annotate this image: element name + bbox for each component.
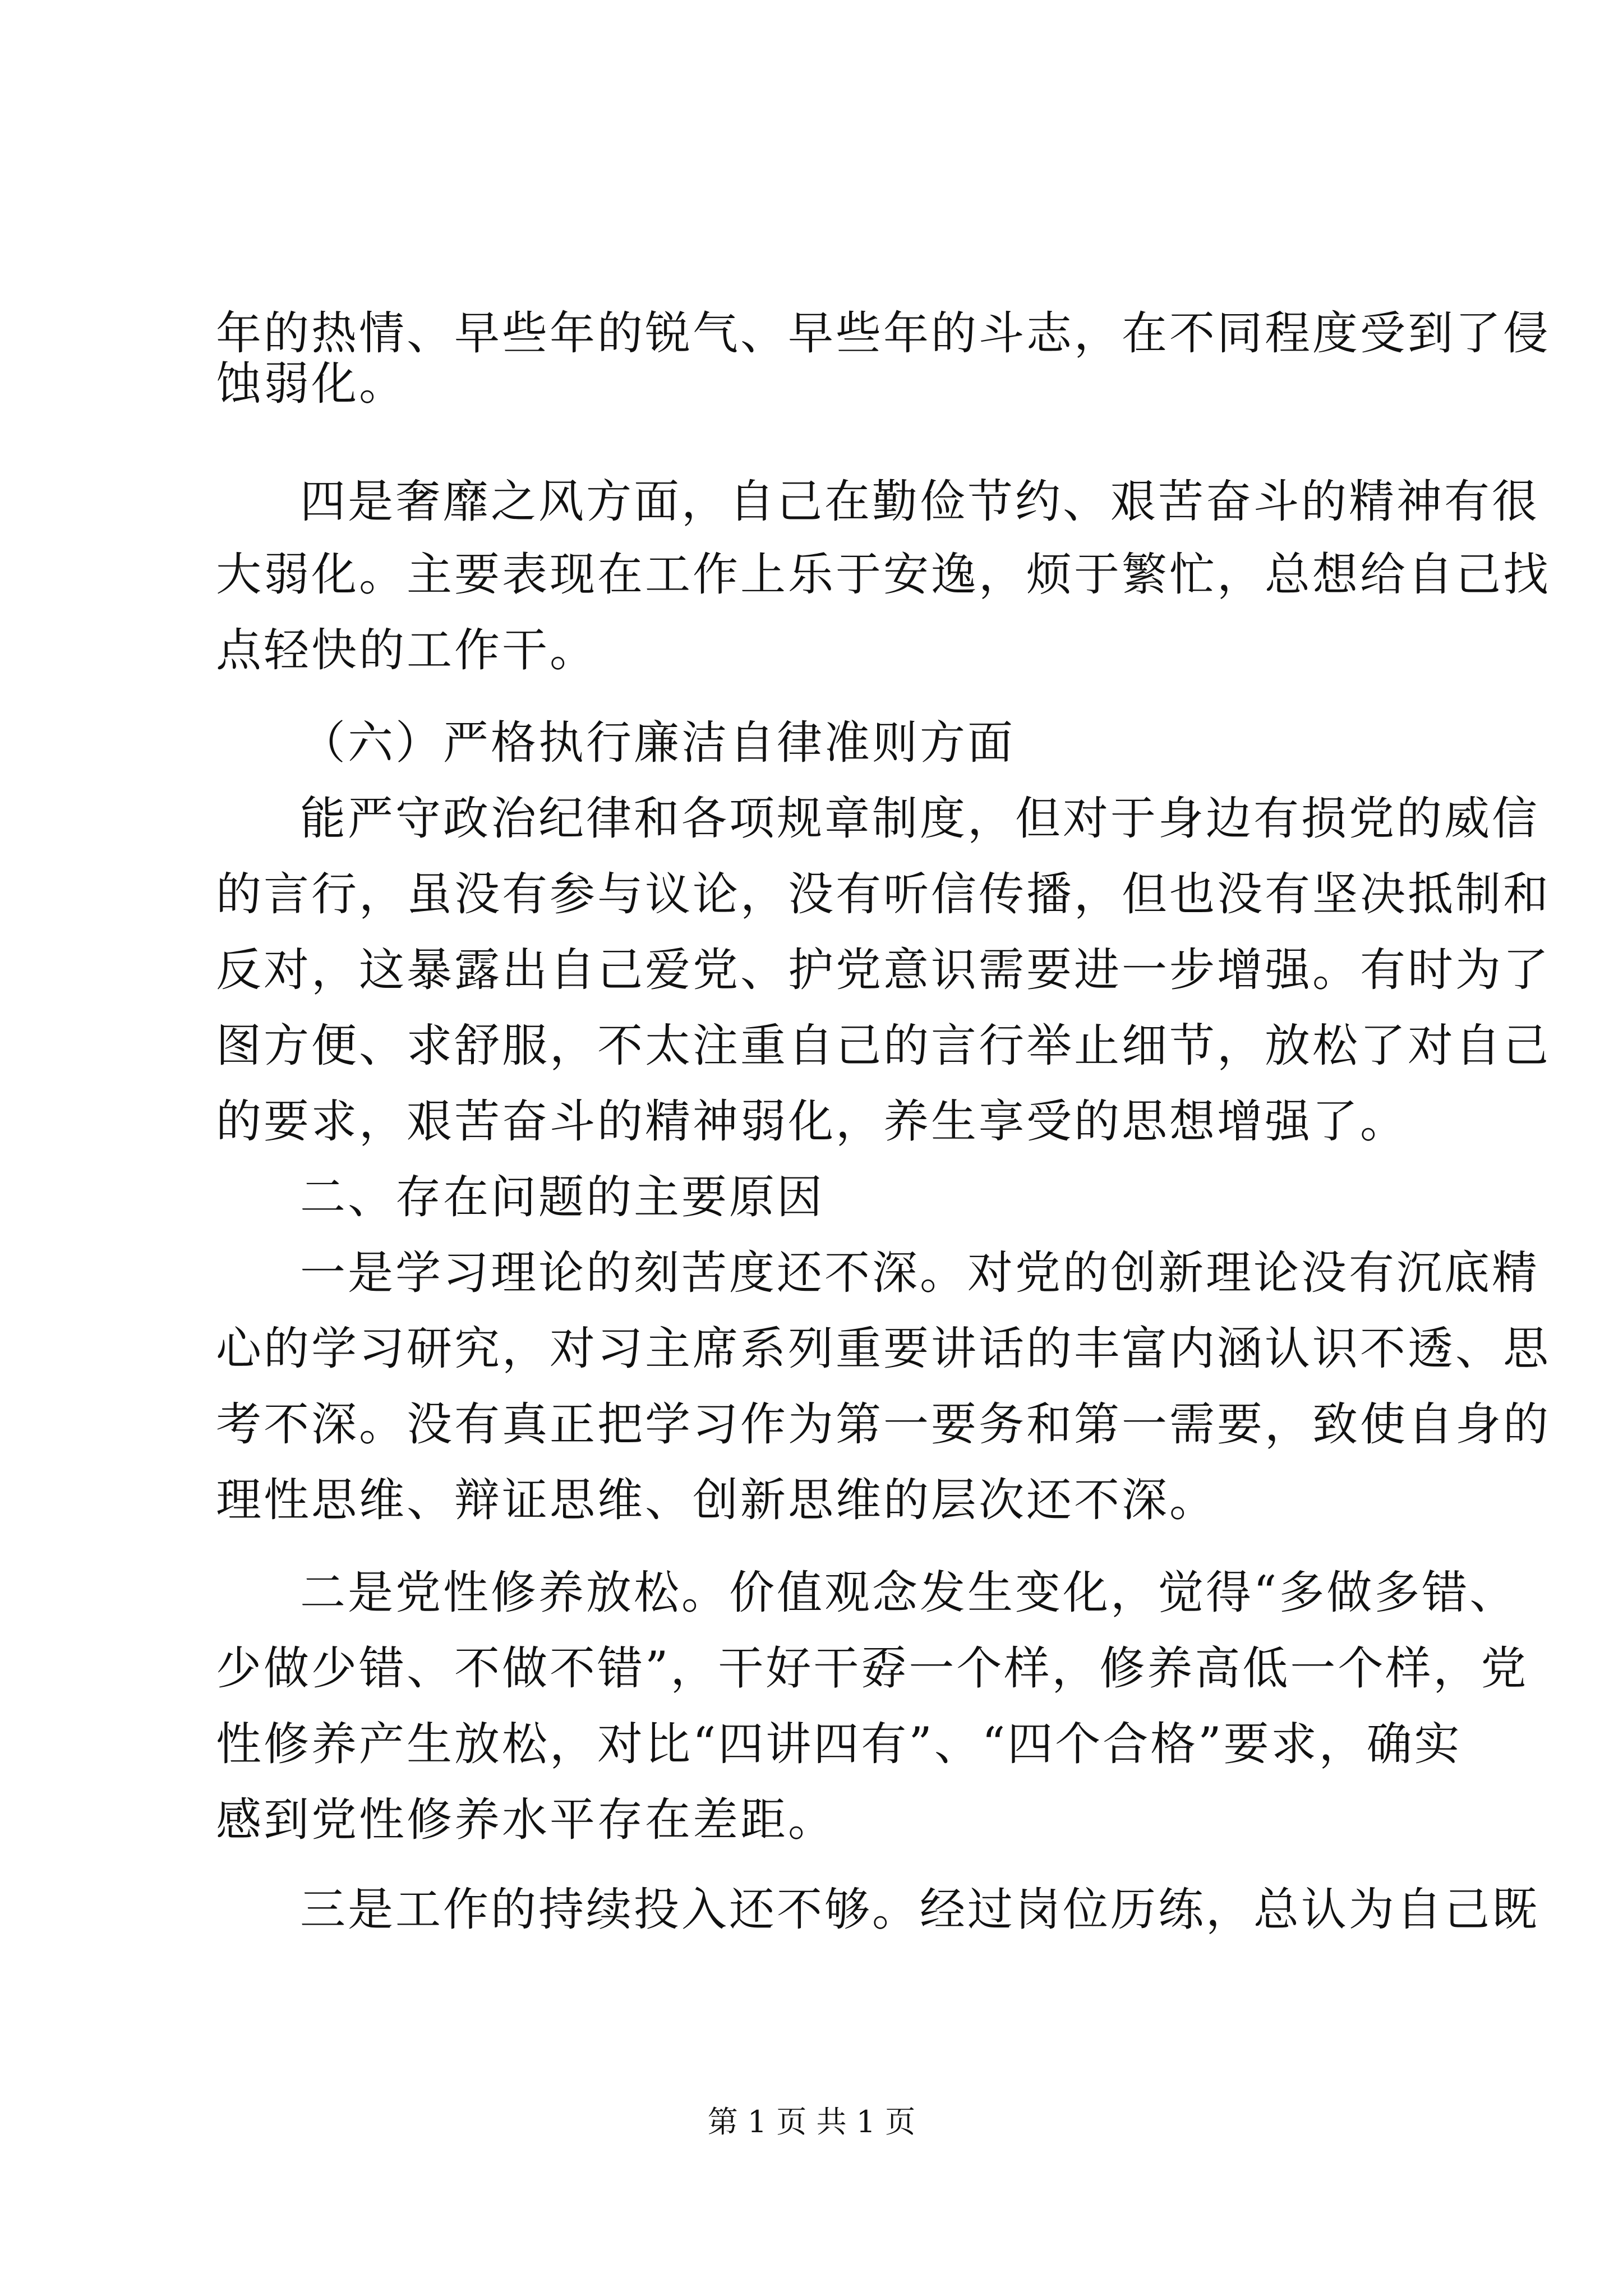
paragraph-start-line: 一是学习理论的刻苦度还不深。对党的创新理论没有沉底精 [300,1247,1540,1300]
section-heading: （六）严格执行廉洁自律准则方面 [300,717,1016,770]
text-line: 大弱化。主要表现在工作上乐于安逸，烦于繁忙，总想给自己找 [216,549,1551,601]
paragraph-start-line: 能严守政治纪律和各项规章制度，但对于身边有损党的威信 [300,793,1540,845]
text-line: 心的学习研究，对习主席系列重要讲话的丰富内涵认识不透、思 [216,1323,1551,1375]
text-line: 少做少错、不做不错”，干好干孬一个样，修养高低一个样，党 [216,1642,1529,1695]
text-line: 图方便、求舒服，不太注重自己的言行举止细节，放松了对自己 [216,1020,1551,1073]
paragraph-start-line: 三是工作的持续投入还不够。经过岗位历练，总认为自己既 [300,1884,1540,1936]
page-footer: 第 1 页 共 1 页 [707,2104,916,2139]
text-line: 年的热情、早些年的锐气、早些年的斗志，在不同程度受到了侵 [216,307,1551,360]
text-line: 的言行，虽没有参与议论，没有听信传播，但也没有坚决抵制和 [216,868,1551,921]
text-line: 感到党性修养水平存在差距。 [216,1794,836,1847]
text-line: 的要求，艰苦奋斗的精神弱化，养生享受的思想增强了。 [216,1096,1408,1148]
text-line: 理性思维、辩证思维、创新思维的层次还不深。 [216,1474,1218,1527]
text-line: 蚀弱化。 [216,358,407,411]
paragraph-start-line: 四是奢靡之风方面，自己在勤俭节约、艰苦奋斗的精神有很 [300,476,1540,528]
text-line: 点轻快的工作干。 [216,624,598,677]
section-heading: 二、存在问题的主要原因 [300,1171,825,1224]
text-line: 反对，这暴露出自己爱党、护党意识需要进一步增强。有时为了 [216,944,1551,997]
text-line: 考不深。没有真正把学习作为第一要务和第一需要，致使自身的 [216,1398,1551,1451]
text-line: 性修养产生放松，对比“四讲四有”、“四个合格”要求，确实 [216,1718,1462,1771]
paragraph-start-line: 二是党性修养放松。价值观念发生变化，觉得“多做多错、 [300,1567,1518,1619]
